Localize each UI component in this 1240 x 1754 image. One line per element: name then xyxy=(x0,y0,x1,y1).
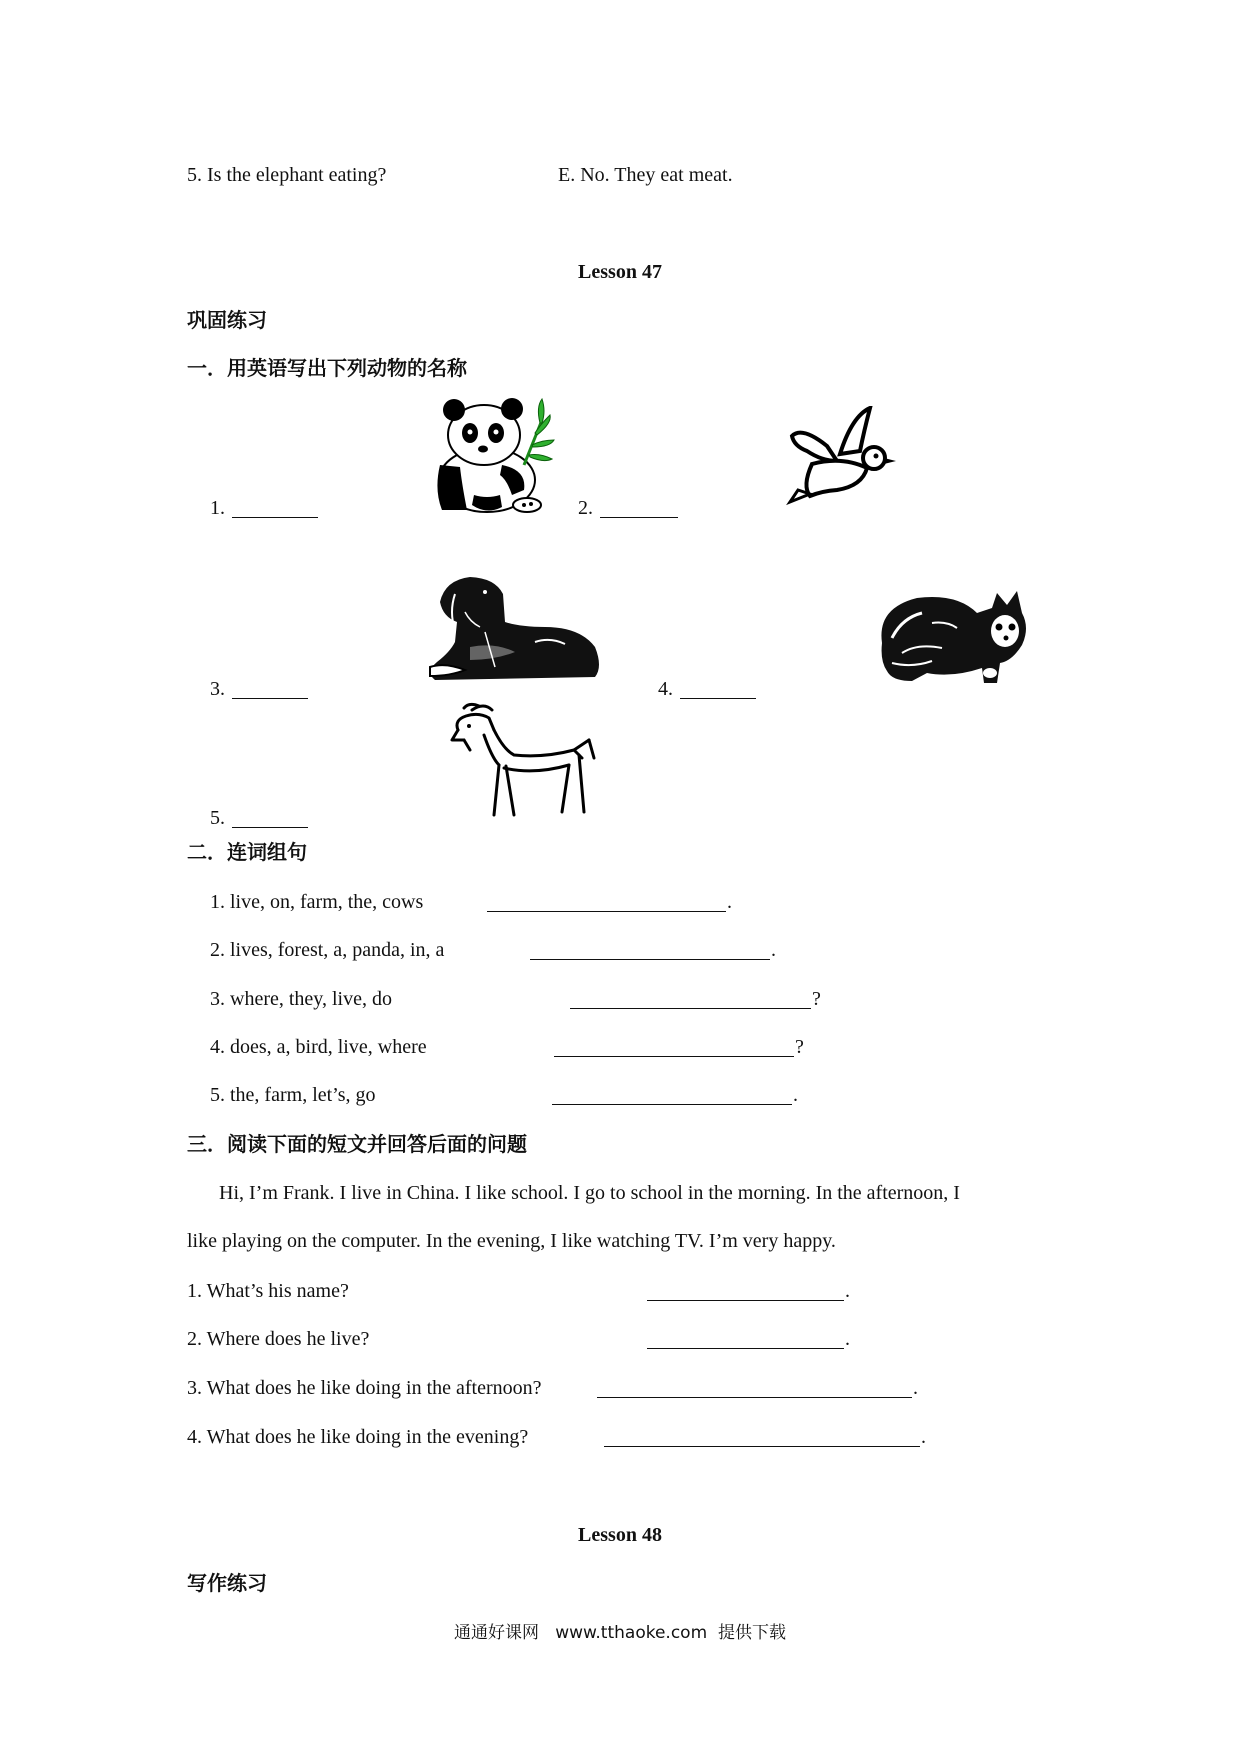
cat-icon xyxy=(872,583,1032,688)
dog-icon xyxy=(425,572,605,682)
reading-answer-line-2[interactable] xyxy=(647,1348,844,1349)
word-order-answer-line-3[interactable] xyxy=(570,1008,811,1009)
consolidation-practice-label: 巩固练习 xyxy=(187,308,267,332)
bird-icon xyxy=(782,406,902,506)
animal-answer-line-2[interactable] xyxy=(600,517,678,518)
footer-suffix: 提供下载 xyxy=(717,1623,786,1643)
word-order-item-2-end: . xyxy=(771,939,776,961)
reading-question-2-end: . xyxy=(845,1328,850,1350)
animal-answer-line-4[interactable] xyxy=(680,698,756,699)
reading-question-1: 1. What’s his name? xyxy=(187,1280,349,1302)
animal-item-5-number: 5. xyxy=(210,807,225,829)
matching-question-5: 5. Is the elephant eating? xyxy=(187,164,387,186)
reading-passage-line-1: Hi, I’m Frank. I live in China. I like school. I go to school in the morning. In the afternoon, I xyxy=(219,1182,960,1204)
reading-answer-line-1[interactable] xyxy=(647,1300,844,1301)
word-order-item-3: 3. where, they, live, do xyxy=(210,988,392,1010)
word-order-item-3-end: ? xyxy=(812,988,821,1010)
animal-answer-line-1[interactable] xyxy=(232,517,318,518)
word-order-item-5: 5. the, farm, let’s, go xyxy=(210,1084,376,1106)
writing-practice-label: 写作练习 xyxy=(187,1571,267,1595)
matching-answer-e: E. No. They eat meat. xyxy=(558,164,733,186)
reading-question-3: 3. What does he like doing in the afternoon? xyxy=(187,1377,542,1399)
animal-item-2-number: 2. xyxy=(578,497,593,519)
part-3-heading: 三．阅读下面的短文并回答后面的问题 xyxy=(187,1132,527,1156)
reading-question-1-end: . xyxy=(845,1280,850,1302)
reading-question-2: 2. Where does he live? xyxy=(187,1328,370,1350)
animal-answer-line-5[interactable] xyxy=(232,827,308,828)
word-order-item-4-end: ? xyxy=(795,1036,804,1058)
word-order-answer-line-2[interactable] xyxy=(530,959,770,960)
part-2-heading: 二．连词组句 xyxy=(187,840,307,864)
word-order-item-2: 2. lives, forest, a, panda, in, a xyxy=(210,939,445,961)
word-order-item-1-end: . xyxy=(727,891,732,913)
animal-item-4-number: 4. xyxy=(658,678,673,700)
reading-question-3-end: . xyxy=(913,1377,918,1399)
reading-passage-line-2: like playing on the computer. In the evening, I like watching TV. I’m very happy. xyxy=(187,1230,836,1252)
footer-site-name: 通通好课网 xyxy=(454,1623,540,1643)
reading-question-4-end: . xyxy=(921,1426,926,1448)
lesson-48-title: Lesson 48 xyxy=(578,1524,662,1546)
word-order-item-1: 1. live, on, farm, the, cows xyxy=(210,891,424,913)
animal-answer-line-3[interactable] xyxy=(232,698,308,699)
goat-icon xyxy=(444,700,599,820)
animal-item-3-number: 3. xyxy=(210,678,225,700)
reading-question-4: 4. What does he like doing in the evening? xyxy=(187,1426,529,1448)
word-order-answer-line-1[interactable] xyxy=(487,911,726,912)
animal-item-1-number: 1. xyxy=(210,497,225,519)
reading-answer-line-3[interactable] xyxy=(597,1397,912,1398)
word-order-item-4: 4. does, a, bird, live, where xyxy=(210,1036,427,1058)
reading-answer-line-4[interactable] xyxy=(604,1446,920,1447)
part-1-heading: 一．用英语写出下列动物的名称 xyxy=(187,356,467,380)
word-order-answer-line-4[interactable] xyxy=(554,1056,794,1057)
footer-url[interactable]: www.tthaoke.com xyxy=(555,1623,708,1643)
word-order-answer-line-5[interactable] xyxy=(552,1104,792,1105)
page-footer xyxy=(0,1625,1240,1642)
panda-icon xyxy=(432,395,557,515)
word-order-item-5-end: . xyxy=(793,1084,798,1106)
lesson-47-title: Lesson 47 xyxy=(578,261,662,283)
